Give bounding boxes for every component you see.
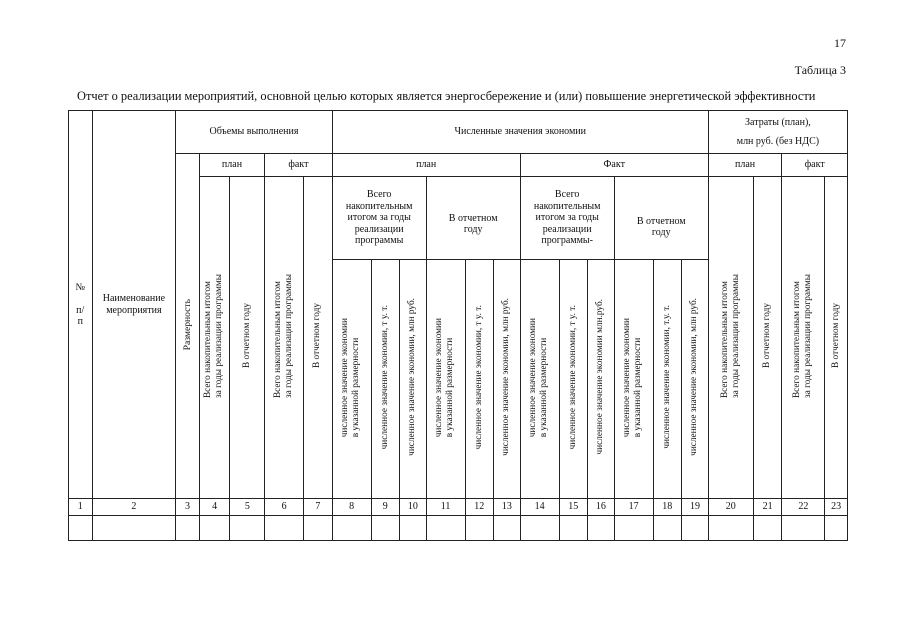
column-number: 13 [494,499,521,516]
column-number: 12 [465,499,494,516]
data-cell [682,516,709,541]
data-cell [426,516,465,541]
table-label: Таблица 3 [794,63,846,77]
savings-fact-header: Факт [520,154,708,177]
column-number: 17 [614,499,653,516]
column-number: 18 [653,499,682,516]
unit-header: Размерность [176,154,200,499]
data-cell [92,516,176,541]
header-row-subgroups [69,154,848,177]
col8-header: численное значение экономии в указанной размерности [332,260,371,499]
data-cell [494,516,521,541]
savings-group-header: Численные значения экономии [332,111,708,154]
col12-header: численное значение экономии, т у. т. [465,260,494,499]
column-number: 10 [400,499,427,516]
data-cell [653,516,682,541]
costs-fact-header: факт [782,154,848,177]
column-number: 4 [199,499,230,516]
data-cell [753,516,782,541]
volumes-fact-header: факт [265,154,332,177]
costs-plan-header: план [708,154,782,177]
col16-header: численное значение экономии млн.руб. [588,260,615,499]
col17-header: численное значение экономии в указанной размерности [614,260,653,499]
col13-header: численное значение экономии, млн руб. [494,260,521,499]
col18-header: численное значение экономии, т.у. т. [653,260,682,499]
column-number: 8 [332,499,371,516]
column-number: 5 [230,499,265,516]
column-number: 19 [682,499,709,516]
column-number: 7 [304,499,333,516]
col6-header: Всего накопительным итогом за годы реализации программы [265,177,304,499]
column-number-row [69,499,848,516]
column-number: 15 [559,499,588,516]
savings-plan-year-header: В отчетном году [426,177,520,260]
savings-fact-total-header: Всего накопительным итогом за годы реализации программы- [520,177,614,260]
col22-header: Всего накопительным итогом за годы реализации программы [782,177,825,499]
col20-header: Всего накопительным итогом за годы реализации программы [708,177,753,499]
col9-header: численное значение экономии, т у. т. [371,260,400,499]
savings-plan-header: план [332,154,520,177]
data-cell [825,516,848,541]
header-row-groups [69,111,848,154]
row-number-header: № п/ п [69,111,93,499]
column-number: 9 [371,499,400,516]
report-title: Отчет о реализации мероприятий, основной целью которых является энергосбережение и (или) повышение энергетической эффективности [77,89,816,103]
savings-plan-total-header: Всего накопительным итогом за годы реализации программы [332,177,426,260]
col4-header: Всего накопительным итогом за годы реализации программы [199,177,230,499]
report-table [68,110,848,541]
column-number: 3 [176,499,200,516]
col5-header: В отчетном году [230,177,265,499]
col15-header: численное значение экономии, т у. т. [559,260,588,499]
name-header: Наименование мероприятия [92,111,176,499]
column-number: 11 [426,499,465,516]
col11-header: численное значение экономии в указанной размерности [426,260,465,499]
column-number: 14 [520,499,559,516]
col10-header: численное значение экономии, млн руб. [400,260,427,499]
data-cell [371,516,400,541]
page-number: 17 [834,36,846,50]
data-cell [520,516,559,541]
data-cell [176,516,200,541]
volumes-group-header: Объемы выполнения [176,111,332,154]
volumes-plan-header: план [199,154,264,177]
costs-group-header: Затраты (план), млн руб. (без НДС) [708,111,847,154]
col14-header: численное значение экономии в указанной размерности [520,260,559,499]
column-number: 22 [782,499,825,516]
data-cell [69,516,93,541]
data-cell [465,516,494,541]
data-cell [230,516,265,541]
data-cell [400,516,427,541]
column-number: 21 [753,499,782,516]
savings-fact-year-header: В отчетном году [614,177,708,260]
column-number: 1 [69,499,93,516]
data-cell [782,516,825,541]
column-number: 2 [92,499,176,516]
empty-data-row [69,516,848,541]
col7-header: В отчетном году [304,177,333,499]
col19-header: численное значение экономии, млн руб. [682,260,709,499]
col21-header: В отчетном году [753,177,782,499]
column-number: 6 [265,499,304,516]
data-cell [614,516,653,541]
column-number: 20 [708,499,753,516]
data-cell [588,516,615,541]
data-cell [304,516,333,541]
data-cell [708,516,753,541]
data-cell [199,516,230,541]
data-cell [332,516,371,541]
col23-header: В отчетном году [825,177,848,499]
data-cell [265,516,304,541]
column-number: 23 [825,499,848,516]
column-number: 16 [588,499,615,516]
data-cell [559,516,588,541]
